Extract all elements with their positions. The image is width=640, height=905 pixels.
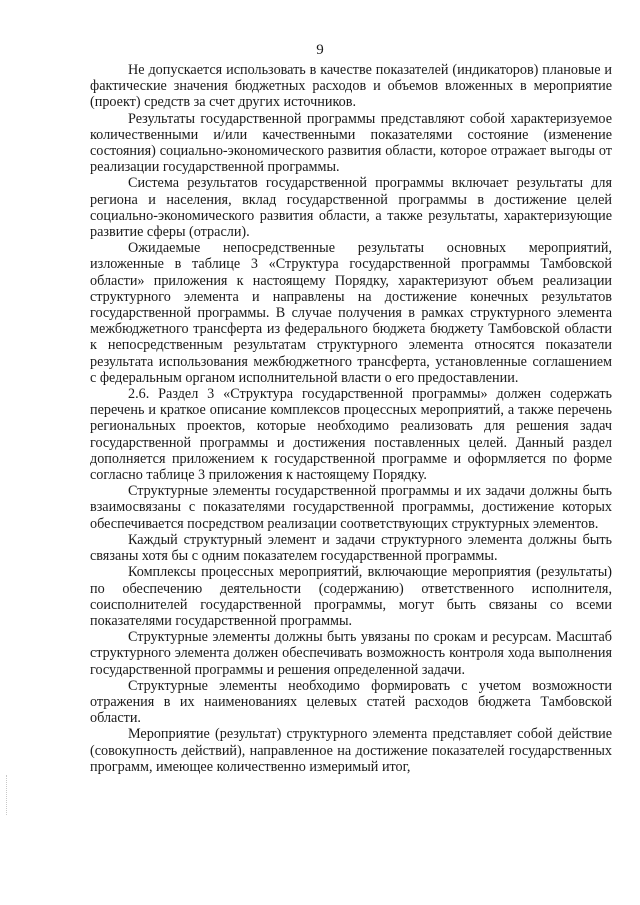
paragraph: Система результатов государственной программы включает результаты для региона и населения, вклад государственной программы в достижение целей социально-экономического развития области, а также результаты, характеризующие развитие сферы (отрасли).	[90, 175, 612, 241]
paragraph: Каждый структурный элемент и задачи структурного элемента должны быть связаны хотя бы с одним показателем государственной программы.	[90, 531, 612, 565]
paragraph: Ожидаемые непосредственные результаты основных мероприятий, изложенные в таблице 3 «Структура государственной программы Тамбовской области» приложения к настоящему Порядку, характеризуют объем реализации структурного элемента и направлены на достижение конечных результатов государственной программы. В случае получения в рамках структурного элемента межбюджетного трансферта из федерального бюджета бюджету Тамбовской области к непосредственным результатам структурного элемента относятся показатели результата использования межбюджетного трансферта, установленные соглашением с федеральным органом исполнительной власти о его предоставлении.	[90, 240, 612, 386]
page-number: 9	[316, 42, 324, 58]
scan-margin-mark	[6, 775, 10, 815]
document-body	[90, 62, 612, 775]
paragraph: Мероприятие (результат) структурного элемента представляет собой действие (совокупность действий), направленное на достижение показателей государственных программ, имеющее количественно измеримый итог,	[90, 726, 612, 775]
paragraph: Структурные элементы должны быть увязаны по срокам и ресурсам. Масштаб структурного элемента должен обеспечивать возможность контроля хода выполнения государственной программы и решения определенной задачи.	[90, 629, 612, 678]
paragraph: Комплексы процессных мероприятий, включающие мероприятия (результаты) по обеспечению деятельности (содержанию) ответственного исполнителя, соисполнителей государственной программы, могут быть связаны со всеми показателями государственной программы.	[90, 564, 612, 629]
paragraph: 2.6. Раздел 3 «Структура государственной программы» должен содержать перечень и краткое описание комплексов процессных мероприятий, а также перечень региональных проектов, которые необходимо реализовать для решения задач государственной программы и достижения поставленных целей. Данный раздел дополняется приложением к государственной программе и оформляется по форме согласно таблице 3 приложения к настоящему Порядку.	[90, 386, 612, 484]
paragraph: Не допускается использовать в качестве показателей (индикаторов) плановые и фактические значения бюджетных расходов и объемов вложенных в мероприятие (проект) средств за счет других источников.	[90, 62, 612, 111]
paragraph: Структурные элементы необходимо формировать с учетом возможности отражения в их наименованиях целевых статей расходов бюджета Тамбовской области.	[90, 677, 612, 727]
paragraph: Результаты государственной программы представляют собой характеризуемое количественными и/или качественными показателями состояние (изменение состояния) социально-экономического развития области, которое отражает выгоды от реализации государственной программы.	[90, 110, 612, 176]
paragraph: Структурные элементы государственной программы и их задачи должны быть взаимосвязаны с показателями государственной программы, достижение которых обеспечивается посредством реализации соответствующих структурных элементов.	[90, 483, 612, 532]
